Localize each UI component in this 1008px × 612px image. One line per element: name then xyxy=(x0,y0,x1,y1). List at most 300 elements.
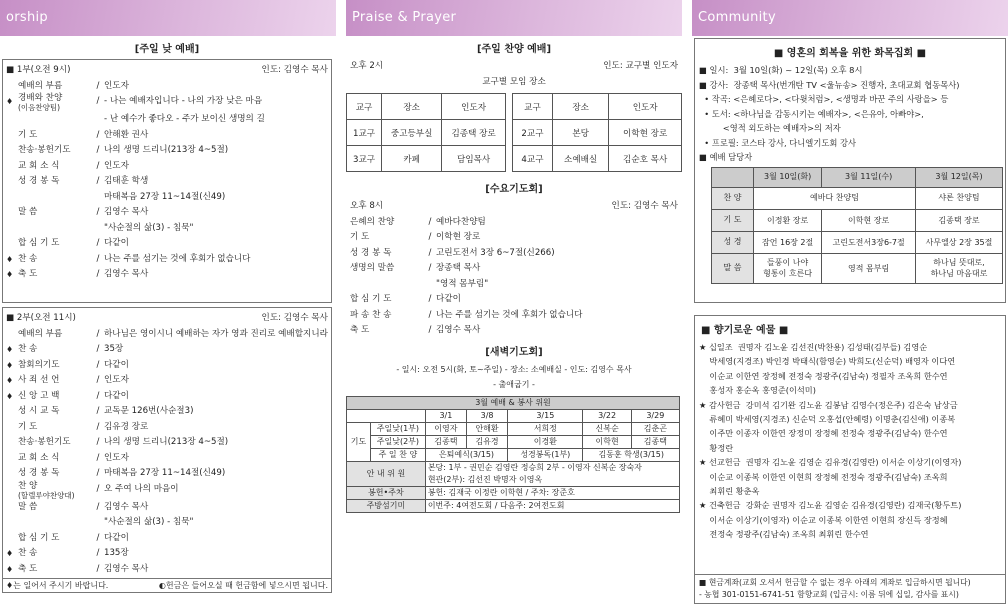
dawn-book: - 출애굽기 - xyxy=(493,380,535,389)
duty-row xyxy=(347,448,680,461)
header-praise: Praise & Prayer xyxy=(346,0,682,36)
account-notice: ■ 현금계좌(교회 오셔서 헌금할 수 없는 경우 아래의 계좌로 입금하시면 됩니다) xyxy=(699,578,971,587)
duty-wide-text: 본당: 1부 - 권민순 김영란 정승희 2부 - 이영자 신복순 장숙자 xyxy=(427,462,642,472)
slash: / xyxy=(428,216,432,227)
revival-cell: 예바다 찬양팀 xyxy=(754,187,916,209)
offering-line: 박세영(지경조) 박인경 박태식(함영순) 박희도(신순덕) 배영자 이다연 xyxy=(699,356,956,367)
duty-row-label: 주일낮(2부) xyxy=(371,435,426,448)
standing-mark: ♦ xyxy=(6,549,14,558)
order-row xyxy=(6,342,328,358)
revival-line: <영적 외도하는 예배자>의 저자 xyxy=(699,123,841,133)
table-header-cell: 장소 xyxy=(382,94,442,120)
second-service-leader: 인도: 김영수 목사 xyxy=(261,313,328,323)
order-label-text: 성 경 봉 독 xyxy=(18,468,60,478)
order-label xyxy=(18,562,92,578)
slash: / xyxy=(96,328,100,339)
table-header-cell: 인도자 xyxy=(442,94,506,120)
table-cell: 본당 xyxy=(552,120,608,146)
table-cell: 김순호 목사 xyxy=(609,146,682,172)
order-label-text: 축 도 xyxy=(18,563,38,574)
order-value: 다같이 xyxy=(104,390,129,401)
first-service-heading: ■ 1부(오전 9시) xyxy=(6,65,71,75)
revival-cell: 들풍이 나야 형통이 흐른다 xyxy=(754,253,822,283)
table-header-cell: 교구 xyxy=(513,94,553,120)
offering-line: 류혜미 박세영(지경조) 신순덕 오홍섭(안혜령) 이명춘(김신애) 이종복 xyxy=(699,414,956,425)
slash: / xyxy=(96,359,100,370)
order-label-text: 기 도 xyxy=(350,232,370,242)
order-label-text: 성 경 봉 독 xyxy=(350,247,392,258)
order-row xyxy=(6,451,328,467)
order-label-text: 기 도 xyxy=(18,129,38,140)
duty-table xyxy=(346,396,680,513)
order-row xyxy=(6,435,328,451)
order-value: 다같이 xyxy=(104,238,129,248)
order-value: 김영수 목사 xyxy=(104,269,149,279)
order-row xyxy=(6,143,328,159)
order-value-cont: "영적 몸부림" xyxy=(436,278,489,289)
duty-wide-text: 봉헌: 김재국 이정란 이학현 / 주차: 장준호 xyxy=(427,487,575,497)
dawn-title: [새벽기도회] xyxy=(485,346,543,358)
order-value-cont: 마태복음 27장 11~14절(신49) xyxy=(104,191,226,202)
duty-cell: 은퇴예식(3/15) xyxy=(425,448,507,461)
account-number: - 농협 301-0151-6741-51 함향교회 (입금시: 이름 뒤에 십일, 감사를 표시) xyxy=(699,590,959,599)
standing-note: ♦는 일어서 주시기 바랍니다. xyxy=(6,581,109,590)
order-label-text: 성 경 봉 독 xyxy=(18,176,60,186)
order-label xyxy=(18,420,92,436)
duty-row-label: 봉헌•주차 xyxy=(347,486,426,499)
order-row xyxy=(6,546,328,562)
offering-line: ★ 선교헌금 권명자 김노윤 김영순 김유경(김영란) 이서순 이상기(이영자) xyxy=(699,457,962,468)
order-value: 교독문 126번(사순절3) xyxy=(104,406,194,416)
duty-wide-cell xyxy=(425,461,679,486)
order-sublabel: (이음찬양팀) xyxy=(18,103,61,112)
revival-cell: 영적 몸부림 xyxy=(822,253,916,283)
duty-cell: 서희정 xyxy=(508,422,583,435)
slash: / xyxy=(96,269,100,279)
order-value: 인도자 xyxy=(104,452,129,463)
slash: / xyxy=(96,390,100,401)
duty-cell: 이영자 xyxy=(425,422,466,435)
order-row xyxy=(6,500,328,516)
order-value: - 나는 예배자입니다 - 나의 가장 낮은 마음 xyxy=(104,96,263,106)
revival-cell: 이정환 장로 xyxy=(754,209,822,231)
second-service-heading: ■ 2부(오전 11시) xyxy=(6,313,76,323)
duty-cell: 이경환 xyxy=(508,435,583,448)
order-label xyxy=(350,308,424,324)
praise-table-right xyxy=(512,93,682,172)
order-label xyxy=(18,342,92,358)
slash: / xyxy=(96,468,100,478)
offering-line: ★ 감사헌금 강미석 김기완 김노윤 김봉남 김영수(정은주) 김은숙 남상금 xyxy=(699,399,958,410)
order-row-cont xyxy=(350,277,678,293)
slash: / xyxy=(96,532,100,543)
slash: / xyxy=(96,176,100,186)
order-row xyxy=(350,230,678,246)
order-value: 나의 생명 드리니(213장 4~5절) xyxy=(104,145,229,155)
praise-column xyxy=(346,38,682,513)
order-label xyxy=(350,261,424,277)
slash: / xyxy=(96,160,100,171)
order-value: 하나님은 영이시니 예배하는 자가 영과 진리로 예배할지니라 xyxy=(104,328,328,339)
order-value: 고린도전서 3장 6~7절(신266) xyxy=(436,247,555,258)
order-label-text: 생명의 말씀 xyxy=(350,263,395,273)
praise-table-left xyxy=(346,93,506,172)
table-cell: 2교구 xyxy=(513,120,553,146)
duty-cell: 이학현 xyxy=(583,435,631,448)
offering-line: 이주만 이종자 이한연 장정미 장정혜 전정숙 정광주(김남숙) 한수연 xyxy=(699,428,948,439)
order-value: 김영수 목사 xyxy=(104,207,149,217)
revival-line: • 작곡: <은혜로다>, <다윗처럼>, <생명과 바꾼 주의 사랑을> 등 xyxy=(699,94,949,104)
revival-row-label: 성 경 xyxy=(712,231,754,253)
order-label xyxy=(18,435,92,451)
order-label xyxy=(18,143,92,159)
wednesday-time: 오후 8시 xyxy=(350,201,384,211)
duty-wide-text: 현관(2부): 김선진 박명자 이영옥 xyxy=(427,474,543,484)
duty-cell: 김동훈 학생(3/15) xyxy=(583,448,680,461)
slash: / xyxy=(96,483,100,494)
slash: / xyxy=(428,263,432,273)
order-label-text: 찬 송 xyxy=(18,548,38,558)
worship-column xyxy=(2,38,332,593)
revival-day: 3월 10일(화) xyxy=(754,167,822,187)
header-community: Community xyxy=(692,0,1008,36)
duty-row xyxy=(347,422,680,435)
revival-row xyxy=(712,187,1003,209)
standing-mark: ♦ xyxy=(6,376,14,385)
revival-title: ■ 영혼의 회복을 위한 화목집회 ■ xyxy=(773,48,927,59)
order-row xyxy=(6,482,328,500)
table-header-cell: 교구 xyxy=(347,94,382,120)
slash: / xyxy=(96,253,100,264)
order-label-text: 예배의 부름 xyxy=(18,328,63,339)
standing-mark: ♦ xyxy=(6,391,14,401)
order-row xyxy=(6,174,328,190)
order-value: 35장 xyxy=(104,344,124,354)
duty-cell: 김종택 xyxy=(425,435,466,448)
revival-row-label: 말 씀 xyxy=(712,253,754,283)
order-label xyxy=(18,358,92,374)
wednesday-title: [수요기도회] xyxy=(485,184,543,195)
order-value: 마태복음 27장 11~14절(신49) xyxy=(104,468,226,478)
order-value: 김영수 목사 xyxy=(104,563,149,574)
header-worship: orship xyxy=(0,0,336,36)
slash: / xyxy=(96,421,100,432)
order-label-text: 경배와 찬양 xyxy=(18,93,63,103)
offering-line: 최휘린 황춘옥 xyxy=(699,486,760,497)
order-row xyxy=(350,292,678,308)
slash: / xyxy=(96,129,100,140)
order-row xyxy=(6,404,328,420)
order-label-text: 참회의기도 xyxy=(18,359,60,370)
order-value: 다같이 xyxy=(104,532,129,543)
order-row xyxy=(6,159,328,175)
slash: / xyxy=(96,452,100,463)
revival-table xyxy=(711,167,1003,284)
offering-title: ■ 향기로운 예물 ■ xyxy=(701,325,789,336)
duty-date: 3/29 xyxy=(631,409,679,422)
order-row xyxy=(6,79,328,95)
order-row xyxy=(350,261,678,277)
order-label xyxy=(18,404,92,420)
slash: / xyxy=(428,309,432,320)
table-cell: 카페 xyxy=(382,146,442,172)
revival-cell: 이학현 장로 xyxy=(822,209,916,231)
table-cell: 3교구 xyxy=(347,146,382,172)
table-cell: 중고등부실 xyxy=(382,120,442,146)
order-label xyxy=(18,373,92,389)
order-label-text: 기 도 xyxy=(18,421,38,432)
order-row xyxy=(6,358,328,374)
order-label-text: 찬 송 xyxy=(18,253,38,264)
order-label xyxy=(18,252,92,268)
duty-group: 기도 xyxy=(347,422,371,461)
duty-title-row xyxy=(347,396,680,409)
offering-line: 황정란 xyxy=(699,442,734,453)
duty-dates-row xyxy=(347,409,680,422)
table-cell: 4교구 xyxy=(513,146,553,172)
order-label xyxy=(350,292,424,308)
slash: / xyxy=(96,548,100,558)
order-label xyxy=(18,267,92,283)
slash: / xyxy=(96,406,100,416)
offering-line: 전정숙 정광주(김남숙) 조옥희 최휘린 한수연 xyxy=(699,529,869,540)
duty-cell: 안해환 xyxy=(466,422,507,435)
order-label xyxy=(18,389,92,405)
order-label xyxy=(18,531,92,547)
order-row-cont xyxy=(6,190,328,206)
order-label-text: 예배의 부름 xyxy=(18,80,63,91)
order-label-text: 합 심 기 도 xyxy=(18,532,60,543)
order-label-text: 말 씀 xyxy=(18,207,38,217)
praise-subtitle: 교구별 모임 장소 xyxy=(482,76,546,87)
table-cell: 이학현 장로 xyxy=(609,120,682,146)
revival-cell: 샤론 찬양팀 xyxy=(915,187,1002,209)
dawn-info: - 일시: 오전 5시(화, 토~주일) - 장소: 소예배실 - 인도: 김영수 목사 xyxy=(396,364,632,374)
slash: / xyxy=(96,207,100,217)
offering-line: 이순교 이한연 장정혜 전정숙 정광주(김남숙) 정필자 조옥희 한수연 xyxy=(699,370,948,381)
duty-wide-cell xyxy=(425,486,679,499)
offering-line: ★ 건축헌금 강화순 권명자 김노윤 김영순 김유경(김영란) 김재국(황두트) xyxy=(699,500,962,511)
duty-row-label: 주 일 찬 양 xyxy=(371,448,426,461)
order-label-text: 말 씀 xyxy=(18,501,38,512)
slash: / xyxy=(96,238,100,248)
duty-wide-text: 이번주: 4여전도회 / 다음주: 2여전도회 xyxy=(427,500,565,510)
order-label xyxy=(18,174,92,190)
revival-line: • 프로필: 코스타 강사, 다니엘기도회 강사 xyxy=(699,137,857,148)
order-value-cont: "사순절의 삶(3) - 침묵" xyxy=(104,517,194,527)
order-label-text: 사 죄 선 언 xyxy=(18,375,60,385)
revival-line: ■ 강사: 장종택 목사(번개탄 TV <울뉴송> 진행자, 초대교회 협동목사) xyxy=(699,79,960,90)
standing-mark: ♦ xyxy=(6,564,14,574)
order-row xyxy=(6,373,328,389)
table-header-row xyxy=(513,94,682,120)
order-label xyxy=(18,94,92,112)
slash: / xyxy=(96,375,100,385)
duty-date: 3/8 xyxy=(466,409,507,422)
order-value: 이학현 장로 xyxy=(436,232,481,242)
order-label-text: 성 시 교 독 xyxy=(18,406,60,416)
duty-date: 3/1 xyxy=(425,409,466,422)
standing-mark: ♦ xyxy=(6,360,14,370)
order-label xyxy=(18,546,92,562)
order-label xyxy=(18,159,92,175)
offering-line: 이순교 이종복 이한연 이현희 장정혜 전정숙 정광주(김남숙) 조옥희 xyxy=(699,471,948,482)
table-cell: 소예배실 xyxy=(552,146,608,172)
revival-day: 3월 11일(수) xyxy=(822,167,916,187)
order-value: 다같이 xyxy=(436,294,461,304)
revival-row xyxy=(712,231,1003,253)
order-label xyxy=(18,451,92,467)
standing-mark: ♦ xyxy=(6,270,14,279)
slash: / xyxy=(96,344,100,354)
standing-mark: ♦ xyxy=(6,97,14,106)
first-service-box xyxy=(2,59,332,303)
duty-cell: 김춘곤 xyxy=(631,422,679,435)
order-label-text: 찬송·봉헌기도 xyxy=(18,145,71,155)
duty-title: 3월 예배 & 봉사 위원 xyxy=(347,396,680,409)
order-row xyxy=(6,252,328,268)
order-label-text: 찬 송 xyxy=(18,344,38,354)
order-label-text: 축 도 xyxy=(350,325,370,335)
order-value: 나는 주를 섬기는 것에 후회가 없습니다 xyxy=(436,309,583,320)
order-row xyxy=(6,205,328,221)
revival-cell: 고린도전서3장6-7절 xyxy=(822,231,916,253)
order-label xyxy=(18,205,92,221)
order-label xyxy=(350,323,424,339)
sunday-service-title: [주일 낮 예배] xyxy=(134,44,200,55)
revival-row-label: 기 도 xyxy=(712,209,754,231)
praise-leader: 인도: 교구별 인도자 xyxy=(603,61,678,71)
order-value-cont: - 난 예수가 좋다오 - 주가 보이신 생명의 길 xyxy=(104,114,265,124)
order-row-cont xyxy=(6,112,328,128)
order-value: 인도자 xyxy=(104,160,129,171)
revival-row xyxy=(712,253,1003,283)
order-value: 다같이 xyxy=(104,359,129,370)
table-cell: 담임목사 xyxy=(442,146,506,172)
order-row xyxy=(6,420,328,436)
duty-corner xyxy=(347,409,426,422)
table-header-cell: 인도자 xyxy=(609,94,682,120)
first-service-leader: 인도: 김영수 목사 xyxy=(261,65,328,75)
revival-line: • 도서: <하나님을 감동시키는 예배자>, <은유아, 아빠야>, xyxy=(699,108,924,119)
order-value: 인도자 xyxy=(104,375,129,385)
slash: / xyxy=(428,325,432,335)
order-label xyxy=(18,482,92,500)
order-label xyxy=(350,246,424,262)
order-value: 나는 주를 섬기는 것에 후회가 없습니다 xyxy=(104,253,251,264)
order-label-text: 교 회 소 식 xyxy=(18,452,60,463)
table-row xyxy=(513,120,682,146)
order-value: 나의 생명 드리니(213장 4~5절) xyxy=(104,437,229,447)
standing-mark: ♦ xyxy=(6,345,14,354)
order-value: 인도자 xyxy=(104,80,129,91)
order-label xyxy=(18,327,92,343)
offering-line: 홍성자 홍순옥 홍영준(이석미) xyxy=(699,385,816,396)
order-sublabel: (할렐루야찬양대) xyxy=(18,490,75,500)
order-row xyxy=(350,215,678,231)
offering-box xyxy=(694,315,1006,604)
order-label xyxy=(18,128,92,144)
table-cell: 1교구 xyxy=(347,120,382,146)
offering-note: ◐헌금은 들어오실 때 헌금함에 넣으시면 됩니다. xyxy=(158,581,328,590)
duty-row xyxy=(347,486,680,499)
table-header-cell: 장소 xyxy=(552,94,608,120)
order-label-text: 찬송·봉헌기도 xyxy=(18,437,71,447)
revival-row-label: 찬 양 xyxy=(712,187,754,209)
order-row xyxy=(350,323,678,339)
revival-cell: 김종택 장로 xyxy=(915,209,1002,231)
revival-corner xyxy=(712,167,754,187)
order-label xyxy=(18,466,92,482)
table-row xyxy=(347,120,506,146)
order-label-text: 파 송 찬 송 xyxy=(350,309,392,320)
order-row xyxy=(6,389,328,405)
order-label-text: 교 회 소 식 xyxy=(18,160,60,171)
order-row-cont xyxy=(6,515,328,531)
slash: / xyxy=(428,232,432,242)
order-label-text: 합 심 기 도 xyxy=(350,294,392,304)
order-row xyxy=(350,246,678,262)
slash: / xyxy=(96,96,100,106)
praise-time: 오후 2시 xyxy=(350,61,384,71)
duty-wide-cell xyxy=(425,499,679,512)
duty-row xyxy=(347,499,680,512)
order-row xyxy=(6,267,328,283)
slash: / xyxy=(428,247,432,258)
order-value: 안해환 권사 xyxy=(104,129,149,140)
duty-date: 3/15 xyxy=(508,409,583,422)
standing-mark: ♦ xyxy=(6,254,14,264)
table-row xyxy=(347,146,506,172)
slash: / xyxy=(428,294,432,304)
revival-box xyxy=(694,38,1006,303)
order-row xyxy=(6,94,328,112)
order-label-text: 신 앙 고 백 xyxy=(18,390,60,401)
order-row xyxy=(6,466,328,482)
order-label xyxy=(18,79,92,95)
offering-line: ★ 십일조 권명자 김노윤 김선진(박찬용) 김성태(김부들) 김영순 xyxy=(699,342,928,352)
order-row xyxy=(6,562,328,578)
order-value: 김영수 목사 xyxy=(104,501,149,512)
order-row-cont xyxy=(6,221,328,237)
order-value: 135장 xyxy=(104,548,129,558)
order-label-text: 은혜의 찬양 xyxy=(350,216,395,227)
order-value: 김태훈 학생 xyxy=(104,176,149,186)
duty-cell: 신복순 xyxy=(583,422,631,435)
duty-date: 3/22 xyxy=(583,409,631,422)
revival-cell: 사무엘상 2장 35절 xyxy=(915,231,1002,253)
order-label-text: 축 도 xyxy=(18,269,38,279)
order-label xyxy=(18,236,92,252)
revival-row xyxy=(712,209,1003,231)
praise-service-title: [주일 찬양 예배] xyxy=(476,44,552,55)
duty-row xyxy=(347,461,680,486)
slash: / xyxy=(96,145,100,155)
order-value: 장종택 목사 xyxy=(436,263,481,273)
offering-line: 이서순 이상기(이영자) 이순교 이종복 이한연 이현희 장신득 장정혜 xyxy=(699,514,948,525)
duty-cell: 김유경 xyxy=(466,435,507,448)
slash: / xyxy=(96,80,100,91)
table-cell: 김종택 장로 xyxy=(442,120,506,146)
slash: / xyxy=(96,437,100,447)
second-service-box xyxy=(2,307,332,593)
duty-cell: 성경봉독(1부) xyxy=(508,448,583,461)
revival-head-row xyxy=(712,167,1003,187)
revival-line: ■ 일시: 3월 10일(화) ~ 12일(목) 오후 8시 xyxy=(699,65,863,75)
order-value: 김영수 목사 xyxy=(436,325,481,335)
slash: / xyxy=(96,501,100,512)
order-row xyxy=(6,236,328,252)
